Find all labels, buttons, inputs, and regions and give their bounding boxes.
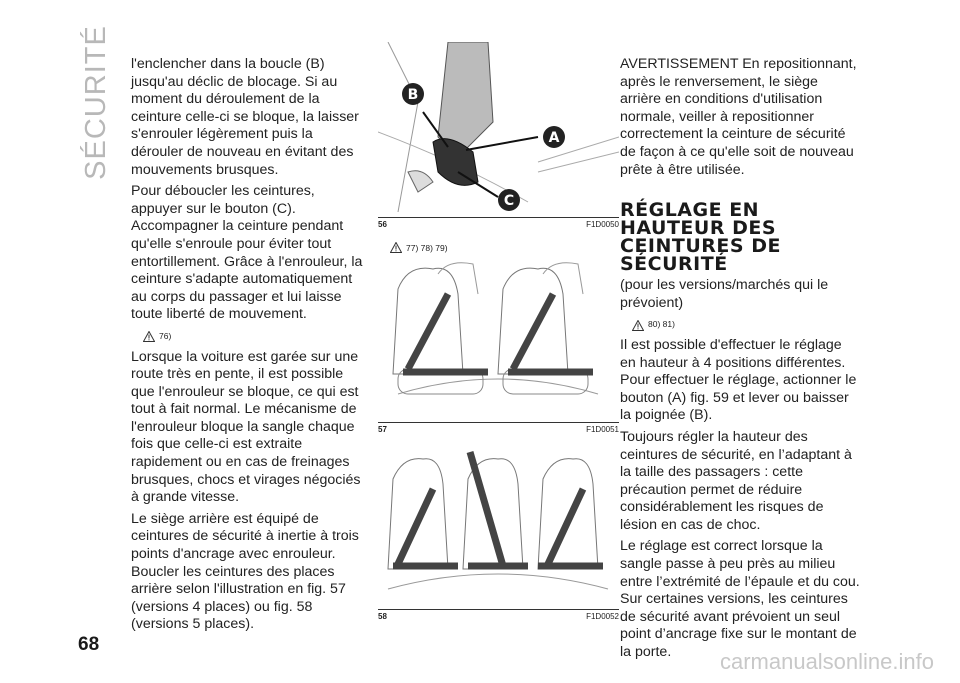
warning-triangle-icon [390,242,402,253]
paragraph: (pour les versions/marchés qui le prévoient) [620,277,829,311]
figure-caption [378,422,619,434]
figure-caption [378,217,619,229]
paragraph: Le réglage est correct lorsque la sangle passe à peu près au milieu entre l’extrémité de l’épaule et du cou. Sur certaines versions, les ceintures de sécurité avant prévoient un seul point d’ancrage fixe sur le montant de la porte. [620,538,860,661]
rear-seats-5-places-illustration [378,444,619,604]
paragraph: Lorsque la voiture est garée sur une route très en pente, il est possible que l'enrouleur se bloque, ce qui est tout à fait normal. Le mécanisme de l'enrouleur bloque la sangle chaque fois que celle-ci est extraite rapidement ou en cas de freinages brusques, chocs et virages négociés à grande vitesse. [131,348,361,506]
figure-57 [378,254,619,434]
page-number: 68 [78,634,100,655]
text-column-left [131,56,367,638]
figure-58 [378,444,619,621]
warning-reference: 76) [143,328,367,346]
section-heading: RÉGLAGE EN HAUTEUR DES CEINTURES DE SÉCURITÉ [620,199,781,276]
paragraph: Il est possible d'effectuer le réglage en hauteur à 4 positions différentes. Pour effectuer le réglage, actionner le bouton (A) fig. 59 et lever ou baisser la poignée (B). [620,336,857,424]
paragraph: l'enclencher dans la boucle (B) jusqu'au déclic de blocage. Si au moment du déroulement de la ceinture celle-ci se bloque, la laisser s'enrouler légèrement puis la dérouler de nouveau en évitant des mouvements brusques. [131,56,359,178]
paragraph: Pour déboucler les ceintures, appuyer sur le bouton (C). Accompagner la ceinture pendant qu'elle s'enroule pour éviter tout entortillement. Grâce à l'enrouleur, la ceinture s'adapte automatiquement au corps du passager et lui laisse toute liberté de mouvement. [131,183,363,323]
figure-number: 57 [378,425,387,434]
paragraph: Le siège arrière est équipé de ceintures de sécurité à inertie à trois points d'ancrage avec enrouleur. Boucler les ceintures des places arrière selon l'illustration en fig. 57 (versions 4 places) ou fig. 58 (versions 5 places). [131,510,359,633]
figure-code: F1D0050 [586,220,619,229]
paragraph: AVERTISSEMENT En repositionnant, après le renversement, le siège arrière en conditions d'utilisation normale, veiller à repositionner correctement la ceinture de sécurité de façon à ce qu'elle soit de nouveau prête à être utilisée. [620,56,857,178]
figure-number: 58 [378,612,387,621]
section-tab: SÉCURITÉ [79,25,112,180]
warning-triangle-icon [143,331,155,342]
watermark: carmanualsonline.info [719,649,934,674]
warning-triangle-icon [632,320,644,331]
warning-reference: 80) 81) [632,316,860,334]
figure-number: 56 [378,220,387,229]
figure-code: F1D0052 [586,612,619,621]
label-b: B [407,87,419,103]
seatbelt-buckle-illustration [378,42,619,212]
paragraph: Toujours régler la hauteur des ceintures de sécurité, en l’adaptant à la taille des passagers : cette précaution permet de réduire considérablement les risques de lésion en cas de choc. [620,428,852,533]
text-column-right [620,56,860,666]
rear-seats-4-places-illustration [378,254,619,417]
label-c: C [503,193,515,209]
figure-56 [378,42,619,229]
label-a: A [548,130,560,146]
figure-caption [378,609,619,621]
warning-reference: 77) 78) 79) [390,242,448,253]
figure-code: F1D0051 [586,425,619,434]
